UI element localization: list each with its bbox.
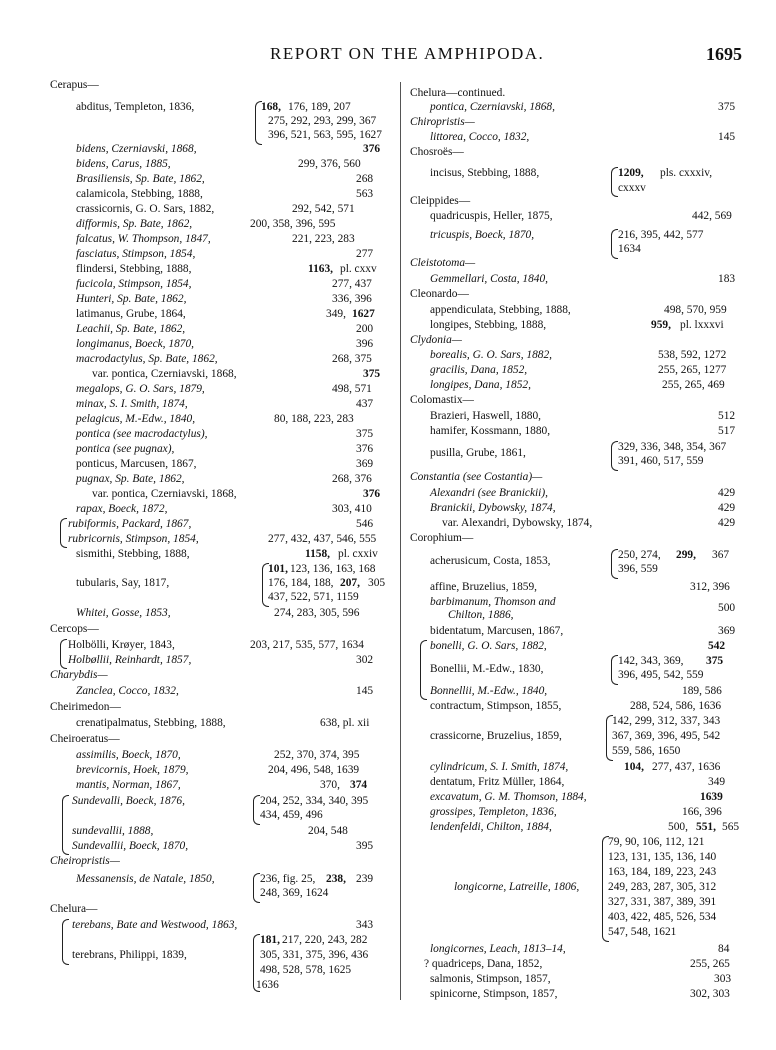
running-title: REPORT ON THE AMPHIPODA. [270, 44, 545, 63]
index-text: 1639 [700, 791, 723, 803]
page-number: 1695 [706, 44, 742, 64]
index-text: 429 [718, 517, 736, 529]
index-text: Cleistotoma— [410, 257, 476, 269]
index-text: Sundevallii, Boeck, 1870, [72, 840, 189, 852]
index-text: Charybdis— [50, 669, 108, 681]
index-text: cxxxv [618, 182, 646, 194]
index-text: Chelura— [50, 903, 98, 915]
index-text: 207, [340, 577, 360, 589]
brace [420, 640, 427, 700]
index-text: longicorne, Latreille, 1806, [454, 881, 580, 893]
index-text: cylindricum, S. I. Smith, 1874, [430, 761, 569, 773]
column-divider [400, 82, 401, 1000]
index-text: difformis, Sp. Bate, 1862, [76, 218, 193, 230]
index-text: crassicorne, Bruzelius, 1859, [430, 730, 562, 742]
index-text: Cleippides— [410, 195, 471, 207]
index-text: 236, fig. 25, [260, 873, 316, 885]
index-text: 181, [260, 934, 280, 946]
index-text: bidentatum, Marcusen, 1867, [430, 625, 564, 637]
index-text: 538, 592, 1272 [658, 349, 727, 361]
index-text: assimilis, Boeck, 1870, [76, 749, 181, 761]
index-text: gracilis, Dana, 1852, [430, 364, 528, 376]
brace [62, 919, 69, 965]
index-text: pontica (see pugnax), [76, 443, 175, 455]
index-text: 249, 283, 287, 305, 312 [608, 881, 717, 893]
index-text: megalops, G. O. Sars, 1879, [76, 383, 205, 395]
index-text: affine, Bruzelius, 1859, [430, 581, 538, 593]
index-text: 551, [696, 821, 716, 833]
page-header [0, 44, 776, 70]
index-text: Corophium— [410, 532, 474, 544]
index-text: 391, 460, 517, 559 [618, 455, 704, 467]
index-text: rubricornis, Stimpson, 1854, [68, 533, 199, 545]
index-text: salmonis, Stimpson, 1857, [430, 973, 551, 985]
index-text: tubularis, Say, 1817, [76, 577, 170, 589]
index-text: 275, 292, 293, 299, 367 [268, 115, 377, 127]
index-text: 221, 223, 283 [292, 233, 355, 245]
brace [611, 167, 618, 197]
index-text: 1636 [256, 979, 279, 991]
index-text: 376 [363, 488, 381, 500]
index-text: 396, 559 [618, 563, 658, 575]
index-text: 189, 586 [682, 685, 722, 697]
index-text: 303, 410 [332, 503, 372, 515]
index-text: 252, 370, 374, 395 [274, 749, 360, 761]
index-text: 498, 528, 578, 1625 [260, 964, 352, 976]
index-text: 84 [718, 943, 730, 955]
index-text: 1634 [618, 243, 641, 255]
index-text: 163, 184, 189, 223, 243 [608, 866, 717, 878]
index-text: 367, 369, 396, 495, 542 [612, 730, 721, 742]
index-text: 255, 265, 1277 [658, 364, 727, 376]
index-text: 217, 220, 243, 282 [282, 934, 368, 946]
index-text: 563 [356, 188, 374, 200]
index-text: terebans, Bate and Westwood, 1863, [72, 919, 238, 931]
index-text: littorea, Cocco, 1832, [430, 131, 530, 143]
index-text: lendenfeldi, Chilton, 1884, [430, 821, 552, 833]
index-text: 437, 522, 571, 1159 [268, 591, 359, 603]
index-text: 429 [718, 502, 736, 514]
index-text: 204, 496, 548, 1639 [268, 764, 360, 776]
index-text: 395 [356, 840, 374, 852]
index-text: acherusicum, Costa, 1853, [430, 555, 551, 567]
brace [60, 518, 67, 548]
index-text: incisus, Stebbing, 1888, [430, 167, 540, 179]
index-text: 248, 369, 1624 [260, 887, 329, 899]
index-text: mantis, Norman, 1867, [76, 779, 181, 791]
index-text: 277 [356, 248, 374, 260]
index-text: 1627 [352, 308, 375, 320]
index-text: 292, 542, 571 [292, 203, 355, 215]
index-text: 959, [651, 319, 671, 331]
index-text: 142, 343, 369, [618, 655, 684, 667]
index-text: 305, 331, 375, 396, 436 [260, 949, 369, 961]
index-text: 565 [722, 821, 740, 833]
index-text: Brasiliensis, Sp. Bate, 1862, [76, 173, 205, 185]
index-text: 546 [356, 518, 374, 530]
index-text: 638, pl. xii [320, 717, 370, 729]
index-text: 498, 570, 959 [664, 304, 727, 316]
index-text: pontica (see macrodactylus), [76, 428, 208, 440]
index-text: Chilton, 1886, [448, 609, 514, 621]
index-text: 343 [356, 919, 374, 931]
index-text: 123, 136, 163, 168 [290, 563, 376, 575]
index-text: var. pontica, Czerniavski, 1868, [92, 368, 237, 380]
index-text: 176, 189, 207 [288, 101, 351, 113]
index-text: Cerapus— [50, 79, 99, 91]
index-text: 369 [718, 625, 736, 637]
index-text: fucicola, Stimpson, 1854, [76, 278, 192, 290]
brace [611, 549, 618, 579]
index-text: spinicorne, Stimpson, 1857, [430, 988, 558, 1000]
index-text: Cheiroeratus— [50, 733, 120, 745]
index-text: 277, 437 [332, 278, 372, 290]
brace [611, 655, 618, 685]
index-text: Hunteri, Sp. Bate, 1862, [76, 293, 187, 305]
index-text: 376 [356, 443, 374, 455]
index-text: pls. cxxxiv, [660, 167, 713, 179]
index-text: 145 [356, 685, 374, 697]
index-text: Holbøllii, Reinhardt, 1857, [68, 654, 192, 666]
index-text: 375 [706, 655, 724, 667]
index-text: 250, 274, [618, 549, 661, 561]
index-text: 268 [356, 173, 374, 185]
index-text: 312, 396 [690, 581, 730, 593]
index-text: latimanus, Grube, 1864, [76, 308, 186, 320]
index-text: 101, [268, 563, 288, 575]
brace [62, 795, 69, 855]
brace [611, 441, 618, 471]
index-text: Cercops— [50, 623, 99, 635]
index-text: abditus, Templeton, 1836, [76, 101, 195, 113]
index-text: pusilla, Grube, 1861, [430, 447, 526, 459]
index-text: longimanus, Boeck, 1870, [76, 338, 194, 350]
index-text: Cleonardo— [410, 288, 469, 300]
index-text: 238, [326, 873, 346, 885]
index-text: dentatum, Fritz Müller, 1864, [430, 776, 565, 788]
index-text: 336, 396 [332, 293, 372, 305]
index-text: 349 [708, 776, 726, 788]
index-text: Constantia (see Costantia)— [410, 471, 543, 483]
index-text: rapax, Boeck, 1872, [76, 503, 168, 515]
index-text: 302 [356, 654, 374, 666]
index-text: Chiropristis— [410, 116, 475, 128]
brace [253, 795, 260, 825]
index-text: 442, 569 [692, 210, 732, 222]
index-text: Sundevalli, Boeck, 1876, [72, 795, 185, 807]
index-text: quadricuspis, Heller, 1875, [430, 210, 553, 222]
index-text: 1163, [308, 263, 333, 275]
brace [60, 639, 67, 669]
index-text: Whitei, Gosse, 1853, [76, 607, 171, 619]
index-text: grossipes, Templeton, 1836, [430, 806, 557, 818]
index-text: var. pontica, Czerniavski, 1868, [92, 488, 237, 500]
index-text: 302, 303 [690, 988, 730, 1000]
index-text: 176, 184, 188, [268, 577, 334, 589]
index-text: 274, 283, 305, 596 [274, 607, 360, 619]
index-text: appendiculata, Stebbing, 1888, [430, 304, 571, 316]
index-text: bidens, Czerniavski, 1868, [76, 143, 197, 155]
index-text: minax, S. I. Smith, 1874, [76, 398, 188, 410]
index-text: tricuspis, Boeck, 1870, [430, 229, 535, 241]
index-text: 268, 376 [332, 473, 372, 485]
index-text: 434, 459, 496 [260, 809, 323, 821]
index-text: 216, 395, 442, 577 [618, 229, 704, 241]
index-text: rubiformis, Packard, 1867, [68, 518, 192, 530]
index-text: fasciatus, Stimpson, 1854, [76, 248, 196, 260]
index-text: brevicornis, Hoek, 1879, [76, 764, 189, 776]
index-text: Brazieri, Haswell, 1880, [430, 410, 542, 422]
index-text: 204, 548 [308, 825, 348, 837]
index-text: 396, 495, 542, 559 [618, 669, 704, 681]
index-text: 396 [356, 338, 374, 350]
index-text: 547, 548, 1621 [608, 926, 677, 938]
index-text: longicornes, Leach, 1813–14, [430, 943, 566, 955]
index-text: borealis, G. O. Sars, 1882, [430, 349, 553, 361]
index-text: falcatus, W. Thompson, 1847, [76, 233, 211, 245]
index-text: 299, [676, 549, 696, 561]
index-text: Chelura—continued. [410, 87, 506, 99]
index-text: var. Alexandri, Dybowsky, 1874, [442, 517, 593, 529]
index-text: 200, 358, 396, 595 [250, 218, 336, 230]
index-text: bonelli, G. O. Sars, 1882, [430, 640, 547, 652]
index-text: 437 [356, 398, 374, 410]
index-text: 1209, [618, 167, 644, 179]
index-text: 498, 571 [332, 383, 372, 395]
index-text: 239 [356, 873, 374, 885]
index-text: barbimanum, Thomson and [430, 596, 556, 608]
index-text: 79, 90, 106, 112, 121 [608, 836, 705, 848]
index-text: ? quadriceps, Dana, 1852, [424, 958, 543, 970]
index-text: ponticus, Marcusen, 1867, [76, 458, 197, 470]
index-text: 559, 586, 1650 [612, 745, 681, 757]
index-text: pelagicus, M.-Edw., 1840, [76, 413, 196, 425]
index-text: 329, 336, 348, 354, 367 [618, 441, 727, 453]
index-text: Cheiropristis— [50, 855, 120, 867]
index-text: 268, 375 [332, 353, 372, 365]
index-text: hamifer, Kossmann, 1880, [430, 425, 551, 437]
index-text: 429 [718, 487, 736, 499]
index-text: 305 [368, 577, 386, 589]
index-text: pontica, Czerniavski, 1868, [430, 101, 555, 113]
index-text: 288, 524, 586, 1636 [630, 700, 722, 712]
index-text: Cheirimedon— [50, 701, 121, 713]
index-text: 375 [718, 101, 736, 113]
index-text: 200 [356, 323, 374, 335]
index-text: 255, 265, 469 [662, 379, 725, 391]
index-text: Colomastix— [410, 394, 474, 406]
index-text: 168, [261, 101, 281, 113]
index-text: Zanclea, Cocco, 1832, [76, 685, 179, 697]
index-text: 370, [320, 779, 340, 791]
brace [253, 873, 260, 903]
index-text: crenatipalmatus, Stebbing, 1888, [76, 717, 226, 729]
index-text: 367 [712, 549, 730, 561]
index-text: 1158, [305, 548, 330, 560]
index-text: Bonellii, M.-Edw., 1830, [430, 663, 544, 675]
index-text: contractum, Stimpson, 1855, [430, 700, 562, 712]
index-text: sismithi, Stebbing, 1888, [76, 548, 190, 560]
index-text: 299, 376, 560 [298, 158, 361, 170]
index-text: 145 [718, 131, 736, 143]
index-text: Leachii, Sp. Bate, 1862, [76, 323, 186, 335]
index-text: crassicornis, G. O. Sars, 1882, [76, 203, 215, 215]
index-text: bidens, Carus, 1885, [76, 158, 171, 170]
index-text: Alexandri (see Branickii), [430, 487, 548, 499]
index-text: 349, [326, 308, 346, 320]
index-text: 376 [363, 143, 381, 155]
index-text: pl. cxxiv [338, 548, 378, 560]
index-text: 255, 265 [690, 958, 730, 970]
index-text: Messanensis, de Natale, 1850, [76, 873, 215, 885]
index-text: Bonnellii, M.-Edw., 1840, [430, 685, 548, 697]
index-text: 375 [356, 428, 374, 440]
index-text: 203, 217, 535, 577, 1634 [250, 639, 364, 651]
index-text: 80, 188, 223, 283 [274, 413, 354, 425]
index-text: 542 [708, 640, 726, 652]
index-text: pl. cxxv [340, 263, 377, 275]
index-text: pl. lxxxvi [680, 319, 724, 331]
index-text: 517 [718, 425, 736, 437]
index-text: Holbölli, Krøyer, 1843, [68, 639, 175, 651]
index-text: 403, 422, 485, 526, 534 [608, 911, 717, 923]
index-text: excavatum, G. M. Thomson, 1884, [430, 791, 587, 803]
index-text: terebrans, Philippi, 1839, [72, 949, 187, 961]
index-text: 166, 396 [682, 806, 722, 818]
index-text: 104, [624, 761, 644, 773]
index-text: 183 [718, 273, 736, 285]
index-text: longipes, Dana, 1852, [430, 379, 531, 391]
index-text: Chosroës— [410, 146, 464, 158]
index-text: 500 [718, 602, 736, 614]
index-text: 204, 252, 334, 340, 395 [260, 795, 369, 807]
index-text: 500, [668, 821, 688, 833]
brace [611, 229, 618, 259]
index-text: 277, 437, 1636 [652, 761, 721, 773]
index-text: sundevallii, 1888, [72, 825, 154, 837]
index-text: 375 [363, 368, 381, 380]
index-text: calamicola, Stebbing, 1888, [76, 188, 203, 200]
index-text: macrodactylus, Sp. Bate, 1862, [76, 353, 218, 365]
index-text: flindersi, Stebbing, 1888, [76, 263, 192, 275]
index-text: Gemmellari, Costa, 1840, [430, 273, 549, 285]
index-text: 327, 331, 387, 389, 391 [608, 896, 717, 908]
index-text: Clydonia— [410, 334, 462, 346]
index-text: 374 [350, 779, 368, 791]
index-text: 303 [714, 973, 732, 985]
index-text: Branickii, Dybowsky, 1874, [430, 502, 556, 514]
index-text: 396, 521, 563, 595, 1627 [268, 129, 382, 141]
index-text: 369 [356, 458, 374, 470]
index-text: 123, 131, 135, 136, 140 [608, 851, 717, 863]
index-text: pugnax, Sp. Bate, 1862, [76, 473, 185, 485]
index-text: 512 [718, 410, 736, 422]
index-text: longipes, Stebbing, 1888, [430, 319, 547, 331]
index-text: 277, 432, 437, 546, 555 [268, 533, 377, 545]
index-text: 142, 299, 312, 337, 343 [612, 715, 721, 727]
